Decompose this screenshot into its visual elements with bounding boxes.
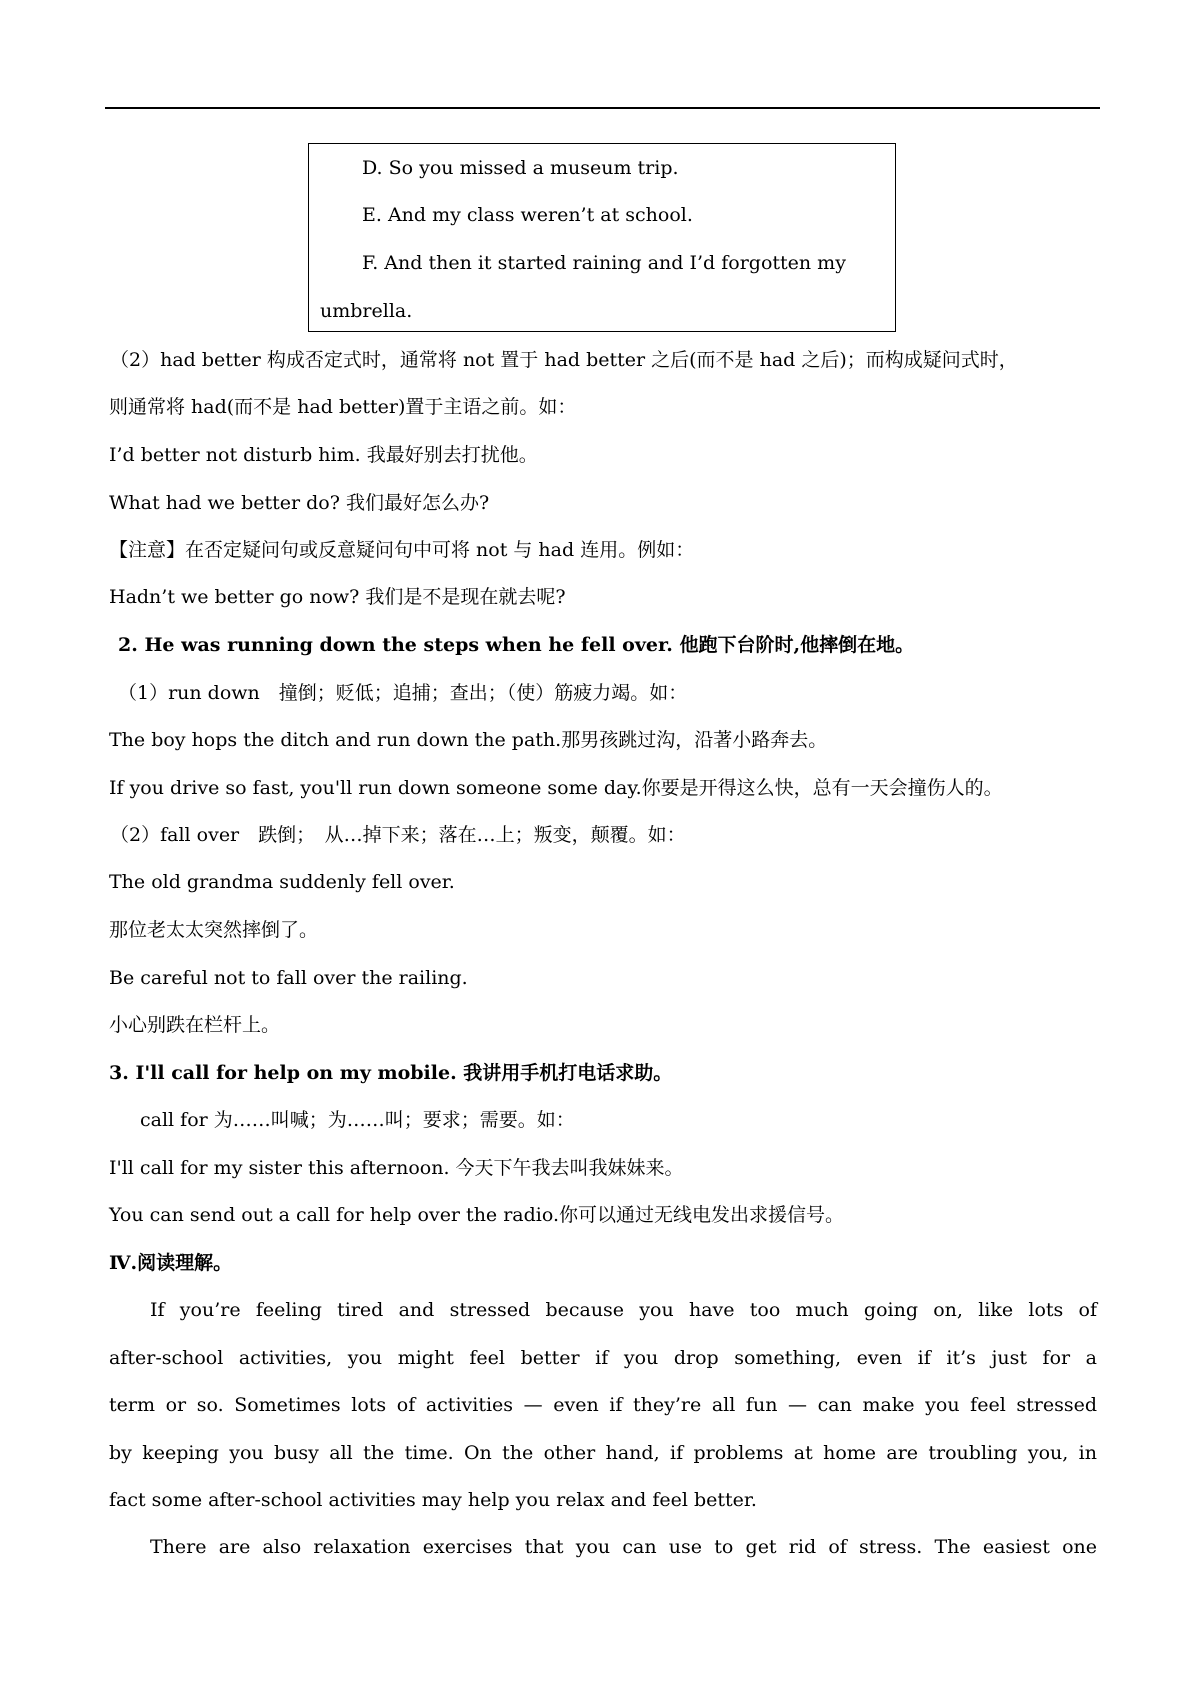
- option-f-line-1: F. And then it started raining and I’d forgotten my: [362, 252, 846, 274]
- had-better-example-1: I’d better not disturb him. 我最好别去打扰他。: [109, 444, 538, 466]
- call-for-definition: call for 为……叫喊；为……叫；要求；需要。如：: [140, 1109, 575, 1131]
- section-iv-heading: Ⅳ.阅读理解。: [109, 1252, 233, 1274]
- had-better-rule-line-1: （2）had better 构成否定式时，通常将 not 置于 had better 之后(而不是 had 之后)；而构成疑问式时，: [110, 349, 1018, 371]
- had-better-note: 【注意】在否定疑问句或反意疑问句中可将 not 与 had 连用。例如：: [109, 539, 695, 561]
- run-down-definition: （1）run down 撞倒；贬低；追捕；查出；（使）筋疲力竭。如：: [118, 682, 688, 704]
- item-3-heading: 3. I'll call for help on my mobile. 我讲用手机打电话求助。: [109, 1062, 673, 1084]
- reading-para1-line-4: by keeping you busy all the time. On the other hand, if problems at home are troubling you, in: [109, 1442, 1097, 1464]
- reading-para1-line-5: fact some after-school activities may help you relax and feel better.: [109, 1489, 757, 1511]
- call-for-example-2: You can send out a call for help over the radio.你可以通过无线电发出求援信号。: [109, 1204, 845, 1226]
- fall-over-example-2-zh: 小心别跌在栏杆上。: [109, 1014, 281, 1036]
- had-better-example-2: What had we better do? 我们最好怎么办?: [109, 492, 490, 514]
- run-down-example-2: If you drive so fast, you'll run down someone some day.你要是开得这么快，总有一天会撞伤人的。: [109, 777, 1003, 799]
- reading-para2-line-1: There are also relaxation exercises that you can use to get rid of stress. The easiest one: [150, 1536, 1097, 1558]
- item-2-heading: 2. He was running down the steps when he fell over. 他跑下台阶时,他摔倒在地。: [118, 634, 915, 656]
- fall-over-example-2-en: Be careful not to fall over the railing.: [109, 967, 468, 989]
- call-for-example-1: I'll call for my sister this afternoon. 今天下午我去叫我妹妹来。: [109, 1157, 684, 1179]
- run-down-example-1: The boy hops the ditch and run down the path.那男孩跳过沟，沿著小路奔去。: [109, 729, 828, 751]
- reading-para1-line-2: after-school activities, you might feel better if you drop something, even if it’s just for a: [109, 1347, 1097, 1369]
- option-f-line-2: umbrella.: [320, 300, 413, 322]
- header-rule: [105, 107, 1100, 109]
- fall-over-definition: （2）fall over 跌倒； 从…掉下来；落在…上；叛变，颠覆。如：: [110, 824, 686, 846]
- fall-over-example-1-zh: 那位老太太突然摔倒了。: [109, 919, 319, 941]
- had-better-example-3: Hadn’t we better go now? 我们是不是现在就去呢?: [109, 586, 566, 608]
- fall-over-example-1-en: The old grandma suddenly fell over.: [109, 871, 455, 893]
- option-d: D. So you missed a museum trip.: [362, 157, 679, 179]
- reading-para1-line-1: If you’re feeling tired and stressed because you have too much going on, like lots of: [150, 1299, 1097, 1321]
- had-better-rule-line-2: 则通常将 had(而不是 had better)置于主语之前。如：: [109, 396, 577, 418]
- reading-para1-line-3: term or so. Sometimes lots of activities — even if they’re all fun — can make you feel stressed: [109, 1394, 1097, 1416]
- option-e: E. And my class weren’t at school.: [362, 204, 693, 226]
